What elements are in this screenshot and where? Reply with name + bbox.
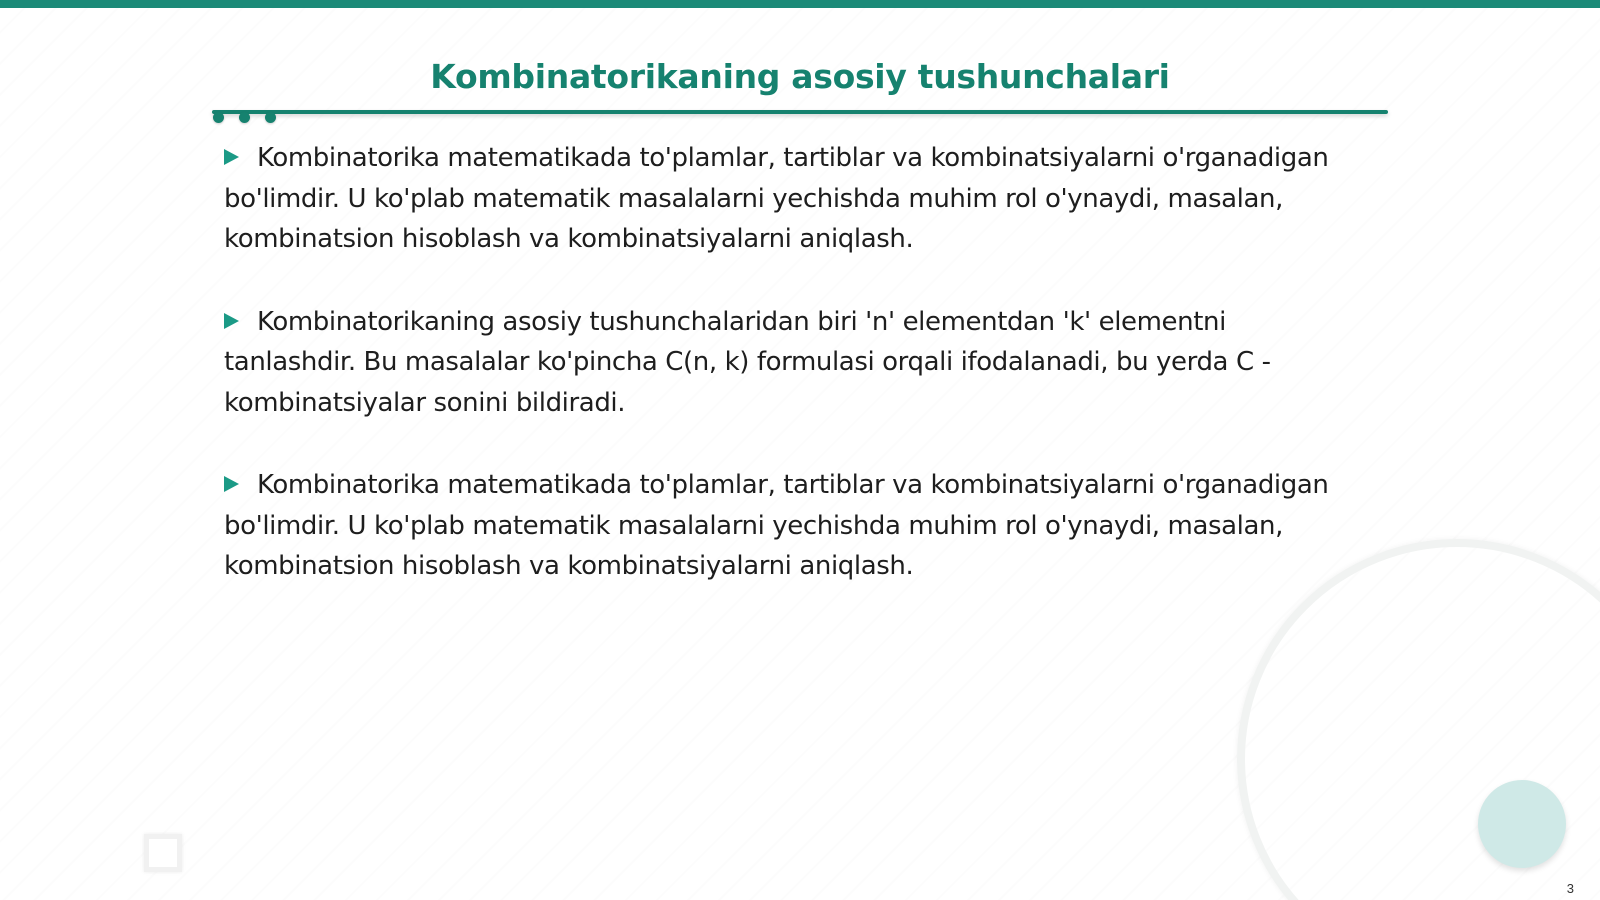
decorative-square [144, 834, 182, 872]
decorative-circle [1478, 780, 1566, 868]
page-number: 3 [1566, 881, 1574, 896]
decorative-dot [213, 112, 224, 123]
decorative-dot [239, 112, 250, 123]
bullet-text: Kombinatorikaning asosiy tushunchalaridan biri 'n' elementdan 'k' elementni tanlashdir. Bu masalalar ko'pincha C(n, k) formulasi orqali ifodalanadi, bu yerda C - kombinatsiyalar sonini bildiradi. [224, 306, 1271, 418]
decorative-dot [265, 112, 276, 123]
triangle-bullet-icon [224, 313, 239, 329]
top-accent-bar [0, 0, 1600, 8]
triangle-bullet-icon [224, 149, 239, 165]
triangle-bullet-icon [224, 476, 239, 492]
bullet-text: Kombinatorika matematikada to'plamlar, tartiblar va kombinatsiyalarni o'rganadigan bo'limdir. U ko'plab matematik masalalarni yechishda muhim rol o'ynaydi, masalan, kombinatsion hisoblash va kombinatsiyalarni aniqlash. [224, 470, 1329, 581]
bullet-item [224, 138, 1348, 260]
bullet-list [224, 138, 1348, 629]
bullet-item [224, 302, 1348, 424]
title-underline [212, 110, 1388, 114]
bullet-item [224, 465, 1348, 587]
bullet-text: Kombinatorika matematikada to'plamlar, tartiblar va kombinatsiyalarni o'rganadigan bo'limdir. U ko'plab matematik masalalarni yechishda muhim rol o'ynaydi, masalan, kombinatsion hisoblash va kombinatsiyalarni aniqlash. [224, 143, 1329, 254]
slide-title: Kombinatorikaning asosiy tushunchalari [430, 57, 1170, 96]
